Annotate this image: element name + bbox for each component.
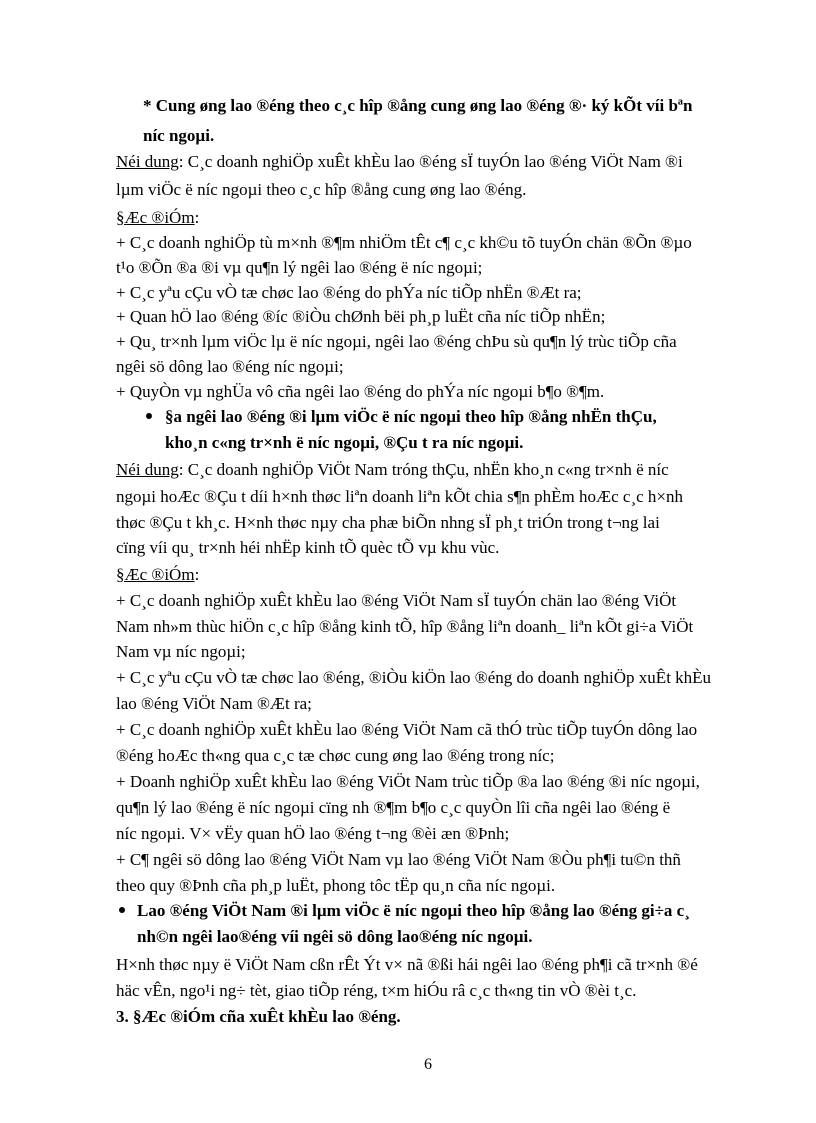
- paragraph-line: cïng víi qu¸ tr×nh héi nhËp kinh tÕ quèc tÕ vµ khu vùc.: [116, 538, 500, 557]
- feature-label: §Æc ®iÓm: [116, 208, 195, 227]
- paragraph-line: [116, 152, 683, 172]
- feature-label-colon: :: [194, 208, 200, 227]
- paragraph-line: ®éng hoÆc th«ng qua c¸c tæ chøc cung øng lao ®éng trong níc;: [116, 746, 555, 765]
- bullet-icon: [119, 907, 125, 913]
- paragraph-line: [116, 208, 199, 228]
- page-number: 6: [424, 1056, 432, 1073]
- paragraph-line: [116, 565, 199, 585]
- paragraph-line: Nam nh»m thùc hiÖn c¸c hîp ®ång kinh tÕ, hîp ®ång liªn doanh_ liªn kÕt gi÷a ViÖt: [116, 617, 694, 636]
- paragraph-line: häc vÊn, ngo¹i ng÷ tèt, giao tiÕp réng, t×m hiÓu râ c¸c th«ng tin vÒ ®èi t¸c.: [116, 981, 637, 1000]
- paragraph-line: H×nh thøc nµy ë ViÖt Nam cßn rÊt Ýt v× nã ®ßi hái ngêi lao ®éng ph¶i cã tr×nh ®é: [116, 955, 698, 974]
- feature-label: §Æc ®iÓm: [116, 565, 195, 584]
- paragraph-line: + Quan hÖ lao ®éng ®íc ®iÒu chØnh bëi ph¸p luËt cña níc tiÕp nhËn;: [116, 307, 606, 326]
- paragraph-line: qu¶n lý lao ®éng ë níc ngoµi cïng nh ®¶m b¶o c¸c quyÒn lîi cña ngêi lao ®éng ë: [116, 798, 671, 817]
- heading-bullet-item-cont: kho¸n c«ng tr×nh ë níc ngoµi, ®Çu t ra níc ngoµi.: [165, 433, 524, 452]
- paragraph-line: ngoµi hoÆc ®Çu t díi h×nh thøc liªn doanh liªn kÕt chia s¶n phÈm hoÆc c¸c h×nh: [116, 487, 684, 506]
- paragraph-line: + C¸c yªu cÇu vÒ tæ chøc lao ®éng, ®iÒu kiÖn lao ®éng do doanh nghiÖp xuÊt khÈu: [116, 668, 712, 687]
- heading-bullet-item: §a ngêi lao ®éng ®i lµm viÖc ë níc ngoµi theo hîp ®ång nhËn thÇu,: [165, 407, 657, 426]
- bullet-icon: [146, 413, 152, 419]
- paragraph-line: + C¸c doanh nghiÖp xuÊt khÈu lao ®éng ViÖt Nam cã thÓ trùc tiÕp tuyÓn dông lao: [116, 720, 698, 739]
- content-text: : C¸c doanh nghiÖp xuÊt khÈu lao ®éng sÏ tuyÓn lao ®éng ViÖt Nam ®i: [178, 152, 683, 171]
- content-label: Néi dung: [116, 152, 179, 171]
- paragraph-line: ngêi sö dông lao ®éng níc ngoµi;: [116, 357, 344, 376]
- heading-bullet-item-cont: nh©n ngêi lao®éng víi ngêi sö dông lao®éng níc ngoµi.: [137, 927, 533, 946]
- paragraph-line: Nam vµ níc ngoµi;: [116, 642, 246, 661]
- paragraph-line: theo quy ®Þnh cña ph¸p luËt, phong tôc tËp qu¸n cña níc ngoµi.: [116, 876, 556, 895]
- paragraph-line: + C¸c yªu cÇu vÒ tæ chøc lao ®éng do phÝa níc tiÕp nhËn ®Æt ra;: [116, 283, 582, 302]
- paragraph-line: [116, 460, 669, 480]
- heading-bullet-item: Lao ®éng ViÖt Nam ®i lµm viÖc ë níc ngoµi theo hîp ®ång lao ®éng gi÷a c¸: [137, 901, 690, 920]
- section-heading: 3. §Æc ®iÓm cña xuÊt khÈu lao ®éng.: [116, 1007, 401, 1026]
- content-text: : C¸c doanh nghiÖp ViÖt Nam tróng thÇu, nhËn kho¸n c«ng tr×nh ë níc: [178, 460, 669, 479]
- heading-star-item: * Cung øng lao ®éng theo c¸c hîp ®ång cung øng lao ®éng ®· ký kÕt víi bªn: [143, 96, 693, 115]
- paragraph-line: + Qu¸ tr×nh lµm viÖc lµ ë níc ngoµi, ngêi lao ®éng chÞu sù qu¶n lý trùc tiÕp cña: [116, 332, 677, 351]
- paragraph-line: + C¶ ngêi sö dông lao ®éng ViÖt Nam vµ lao ®éng ViÖt Nam ®Òu ph¶i tu©n thñ: [116, 850, 681, 869]
- paragraph-line: lµm viÖc ë níc ngoµi theo c¸c hîp ®ång cung øng lao ®éng.: [116, 180, 527, 199]
- paragraph-line: níc ngoµi. V× vËy quan hÖ lao ®éng t¬ng ®èi æn ®Þnh;: [116, 824, 510, 843]
- paragraph-line: lao ®éng ViÖt Nam ®Æt ra;: [116, 694, 312, 713]
- heading-star-item-cont: níc ngoµi.: [143, 126, 215, 145]
- paragraph-line: t¹o ®Õn ®a ®i vµ qu¶n lý ngêi lao ®éng ë níc ngoµi;: [116, 258, 483, 277]
- paragraph-line: + Doanh nghiÖp xuÊt khÈu lao ®éng ViÖt Nam trùc tiÕp ®a lao ®éng ®i níc ngoµi,: [116, 772, 700, 791]
- paragraph-line: thøc ®Çu t kh¸c. H×nh thøc nµy cha phæ biÕn nhng sÏ ph¸t triÓn trong t¬ng lai: [116, 513, 660, 532]
- content-label: Néi dung: [116, 460, 179, 479]
- paragraph-line: + C¸c doanh nghiÖp tù m×nh ®¶m nhiÖm tÊt c¶ c¸c kh©u tõ tuyÓn chän ®Õn ®µo: [116, 233, 692, 252]
- paragraph-line: + QuyÒn vµ nghÜa vô cña ngêi lao ®éng do phÝa níc ngoµi b¶o ®¶m.: [116, 382, 605, 401]
- feature-label-colon: :: [194, 565, 200, 584]
- paragraph-line: + C¸c doanh nghiÖp xuÊt khÈu lao ®éng ViÖt Nam sÏ tuyÓn chän lao ®éng ViÖt: [116, 591, 677, 610]
